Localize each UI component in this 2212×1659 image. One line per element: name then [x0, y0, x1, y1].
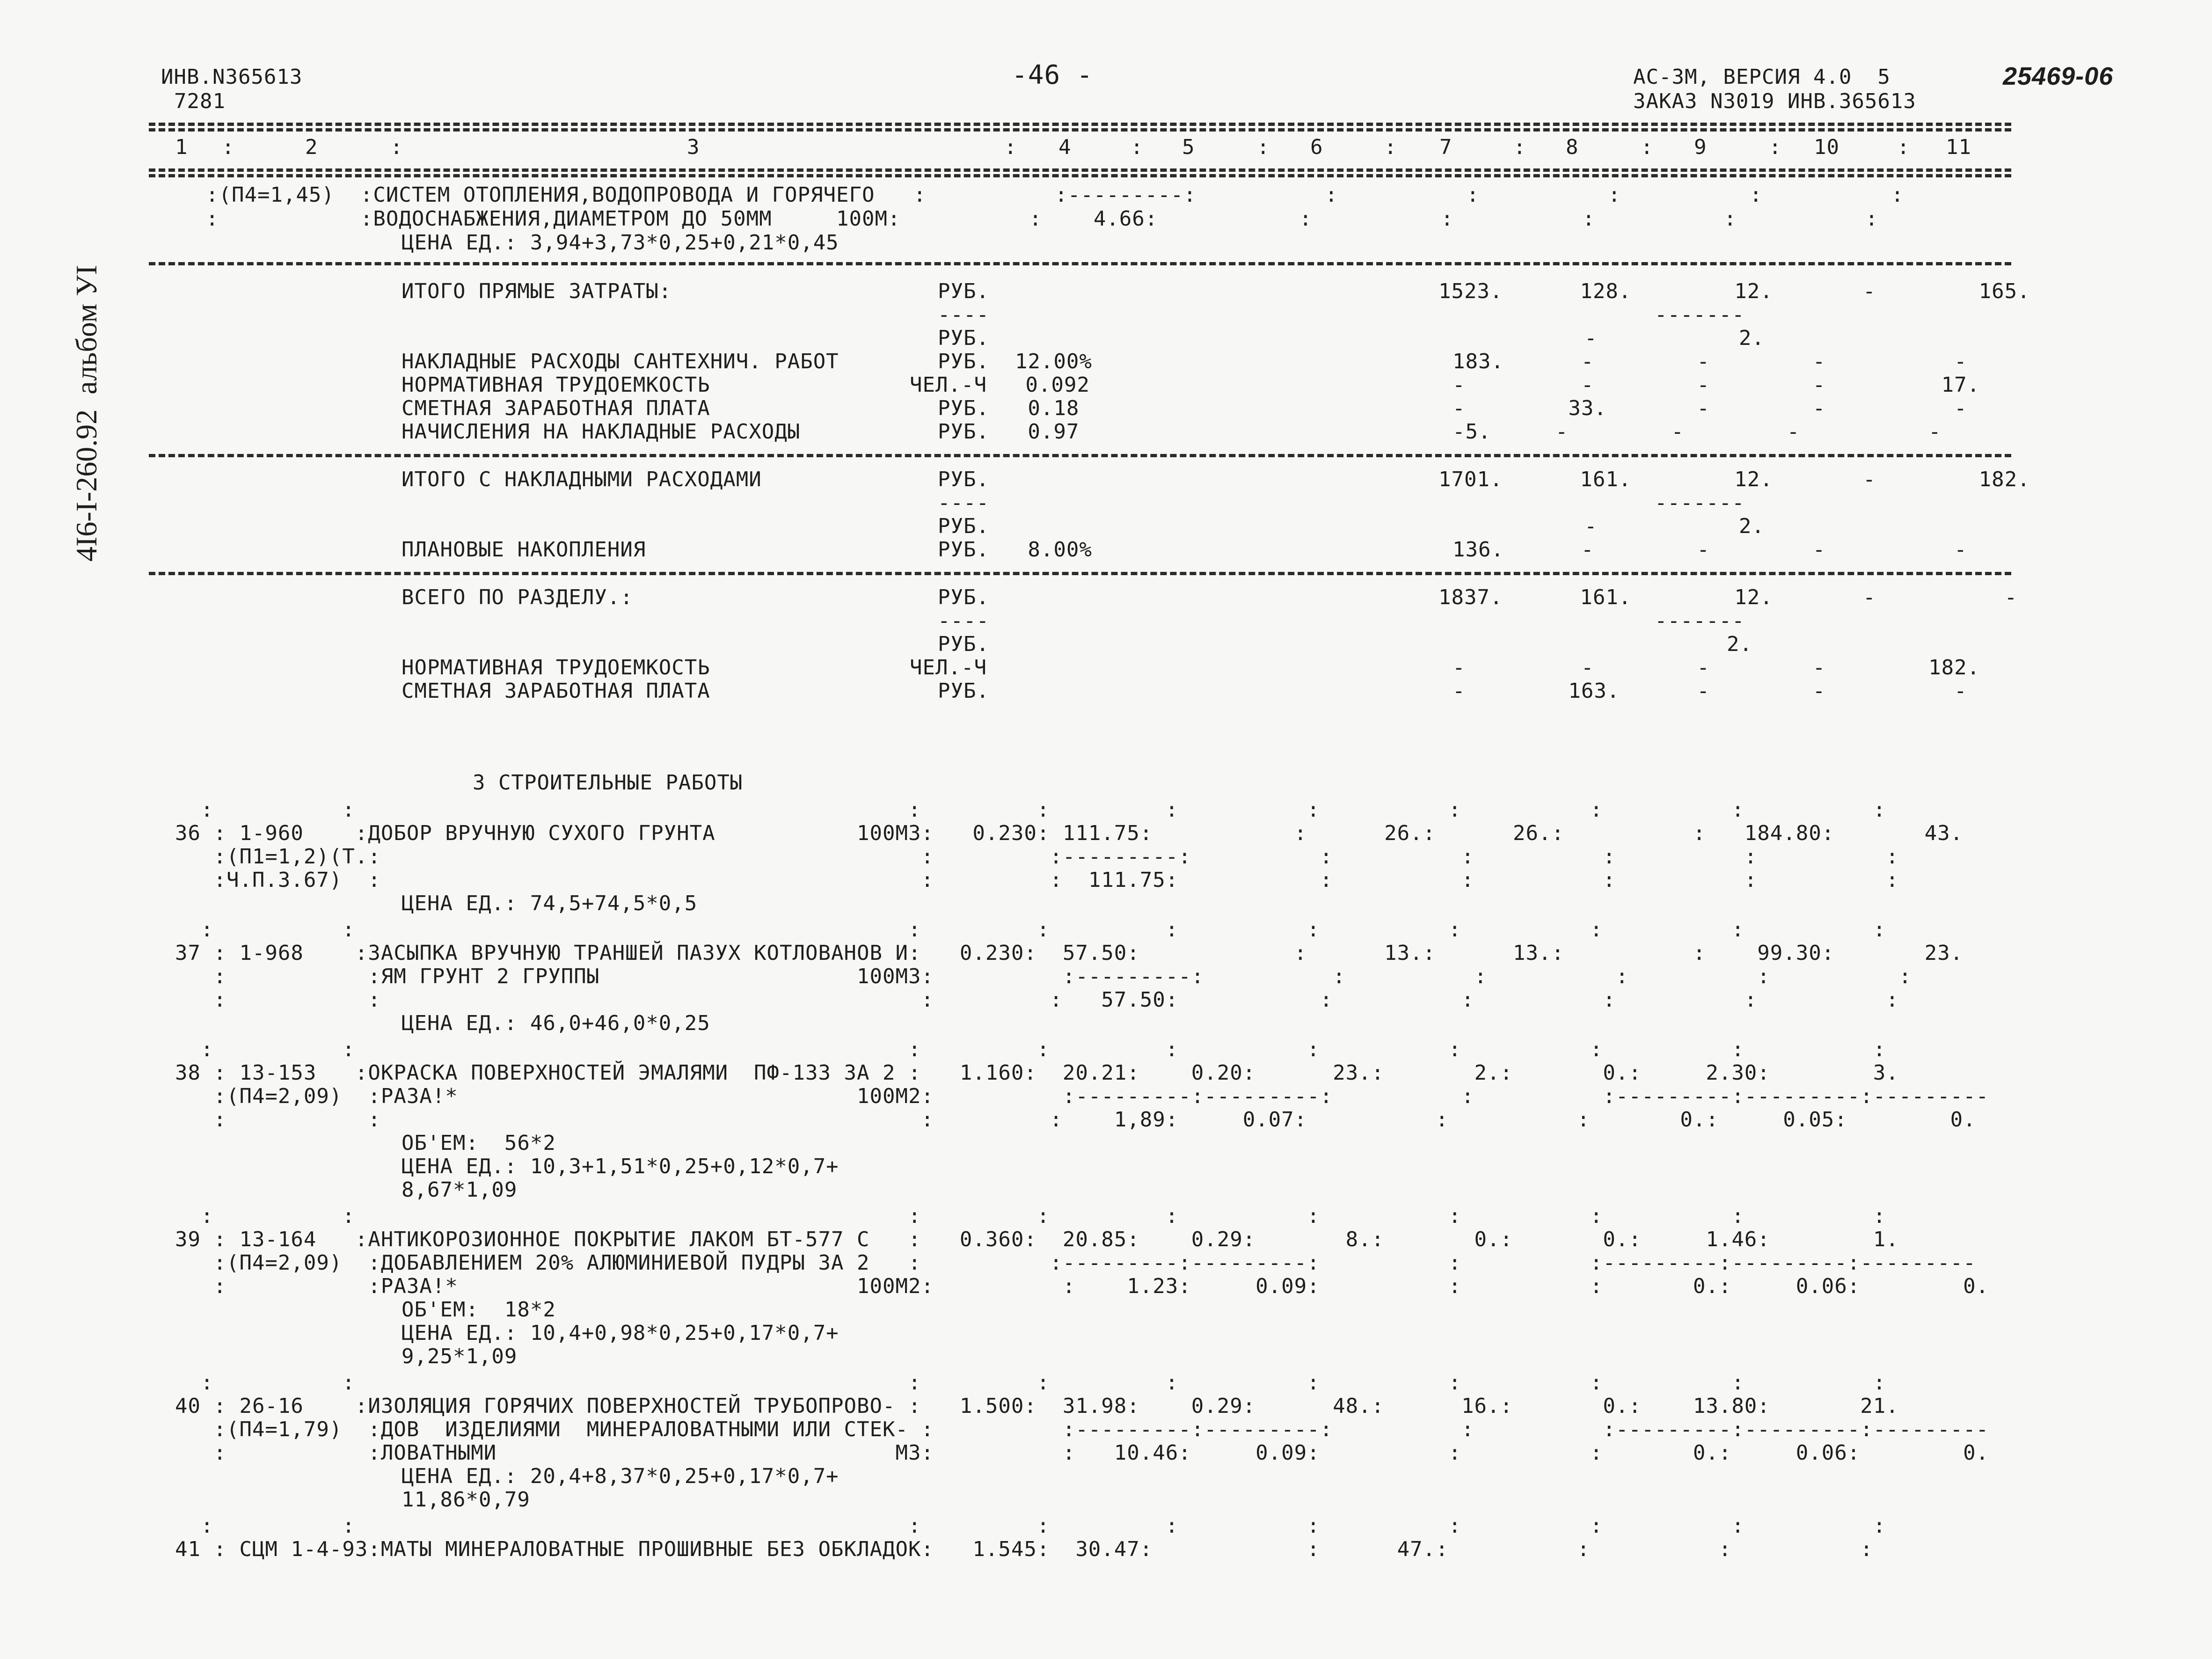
- printout-line: 3 СТРОИТЕЛЬНЫЕ РАБОТЫ: [473, 771, 743, 795]
- col-sep: :: [222, 135, 235, 159]
- col-9: 9: [1694, 135, 1707, 159]
- printout-line: :(П4=1,45) :СИСТЕМ ОТОПЛЕНИЯ,ВОДОПРОВОДА И ГОРЯЧЕГО : :---------: : : : : :: [206, 183, 1904, 207]
- printout-line: : :ЯМ ГРУНТ 2 ГРУППЫ 100М3: :---------: : : : : :: [175, 965, 1912, 988]
- printout-line: ИТОГО ПРЯМЫЕ ЗАТРАТЫ:: [402, 279, 672, 303]
- printout-line: : : : : : : : : : :: [175, 798, 1886, 822]
- printout-line: : : : : : : : : : :: [175, 918, 1886, 942]
- printout-line: НАКЛАДНЫЕ РАСХОДЫ САНТЕХНИЧ. РАБОТ: [402, 350, 839, 373]
- printout-line: -5. - - - -: [1453, 420, 1942, 444]
- rule-top-2: [149, 128, 2011, 132]
- printout-line: 41 : СЦМ 1-4-93:МАТЫ МИНЕРАЛОВАТНЫЕ ПРОШИВНЫЕ БЕЗ ОБКЛАДОК: 1.545: 30.47: : 47.: : : :: [175, 1537, 1873, 1561]
- inv-left: ИНВ.N365613: [161, 65, 303, 89]
- printout-line: :(П4=1,79) :ДОВ ИЗДЕЛИЯМИ МИНЕРАЛОВАТНЫМИ ИЛИ СТЕК- : :---------:---------: : :---------:---------:---------: [175, 1418, 1989, 1441]
- rule-section-1: [149, 262, 2011, 265]
- printout-line: РУБ.: [938, 585, 989, 609]
- printout-line: : : : : 1,89: 0.07: : : 0.: 0.05: 0.: [175, 1108, 1976, 1132]
- col-sep: :: [1384, 135, 1397, 159]
- printout-line: : : : : 57.50: : : : : :: [175, 988, 1899, 1012]
- col-3: 3: [687, 135, 700, 159]
- printout-line: ----: [938, 303, 989, 327]
- col-5: 5: [1182, 135, 1195, 159]
- col-sep: :: [1513, 135, 1526, 159]
- printout-line: РУБ.: [938, 514, 989, 538]
- printout-line: :(П4=2,09) :ДОБАВЛЕНИЕМ 20% АЛЮМИНИЕВОЙ ПУДРЫ ЗА 2 : :---------:---------: : :---------:---------:---------: [175, 1251, 1976, 1275]
- printout-line: :(П1=1,2)(Т.: : :---------: : : : : :: [175, 845, 1899, 869]
- col-2: 2: [305, 135, 318, 159]
- printout-line: ЦЕНА ЕД.: 74,5+74,5*0,5: [402, 892, 698, 915]
- printout-line: РУБ. 0.18: [938, 396, 1080, 420]
- rule-section-2: [149, 454, 2011, 457]
- printout-line: СМЕТНАЯ ЗАРАБОТНАЯ ПЛАТА: [402, 679, 710, 703]
- printout-line: ЦЕНА ЕД.: 46,0+46,0*0,25: [402, 1011, 710, 1035]
- col-10: 10: [1814, 135, 1840, 159]
- printout-line: : : : : : : : : : :: [175, 1038, 1886, 1061]
- printout-line: -------: [1655, 491, 1745, 515]
- printout-line: - - - - 182.: [1453, 656, 1980, 680]
- col-sep: :: [390, 135, 403, 159]
- printout-line: :Ч.П.3.67) : : : 111.75: : : : : :: [175, 868, 1899, 892]
- printout-line: ЦЕНА ЕД.: 10,4+0,98*0,25+0,17*0,7+: [402, 1321, 839, 1345]
- handwritten-number: 25469-06: [2003, 62, 2114, 90]
- col-sep: :: [1131, 135, 1144, 159]
- printout-line: ЧЕЛ.-Ч 0.092: [910, 373, 1090, 397]
- printout-line: : :ЛОВАТНЫМИ М3: : 10.46: 0.09: : : 0.: 0.06: 0.: [175, 1441, 1989, 1465]
- printout-line: 11,86*0,79: [402, 1488, 530, 1512]
- printout-line: ----: [938, 491, 989, 515]
- program-version: АС-3М, ВЕРСИЯ 4.0 5: [1633, 65, 1891, 89]
- printout-line: ПЛАНОВЫЕ НАКОПЛЕНИЯ: [402, 538, 646, 562]
- printout-line: ЧЕЛ.-Ч: [910, 656, 987, 680]
- printout-line: 37 : 1-968 :ЗАСЫПКА ВРУЧНУЮ ТРАНШЕЙ ПАЗУХ КОТЛОВАНОВ И: 0.230: 57.50: : 13.: 13.: : 99.30: 23.: [175, 941, 1964, 965]
- col-sep: :: [1641, 135, 1654, 159]
- printout-line: ОБ'ЕМ: 18*2: [402, 1298, 556, 1322]
- col-sep: :: [1769, 135, 1782, 159]
- printout-line: : :ВОДОСНАБЖЕНИЯ,ДИАМЕТРОМ ДО 50ММ 100М: : 4.66: : : : : :: [206, 207, 1878, 231]
- printout-line: 38 : 13-153 :ОКРАСКА ПОВЕРХНОСТЕЙ ЭМАЛЯМИ ПФ-133 ЗА 2 : 1.160: 20.21: 0.20: 23.: 2.: 0.: 2.30: 3.: [175, 1061, 1899, 1085]
- col-11: 11: [1946, 135, 1971, 159]
- printout-line: - 2.: [1584, 326, 1765, 350]
- col-7: 7: [1439, 135, 1453, 159]
- printout-line: РУБ. 8.00%: [938, 538, 1092, 562]
- printout-line: СМЕТНАЯ ЗАРАБОТНАЯ ПЛАТА: [402, 396, 710, 420]
- printout-line: -------: [1655, 303, 1745, 327]
- printout-line: ОБ'ЕМ: 56*2: [402, 1131, 556, 1155]
- printout-line: НОРМАТИВНАЯ ТРУДОЕМКОСТЬ: [402, 373, 710, 397]
- rule-top-1: [149, 123, 2011, 126]
- printout-line: 136. - - - -: [1453, 538, 1967, 562]
- printout-line: : : : : : : : : : :: [175, 1514, 1886, 1538]
- printout-line: :(П4=2,09) :РАЗА!* 100М2: :---------:---------: : :---------:---------:---------: [175, 1084, 1989, 1108]
- col-6: 6: [1310, 135, 1323, 159]
- rule-section-3: [149, 572, 2011, 575]
- printout-line: 1523. 128. 12. - 165.: [1438, 279, 2030, 303]
- printout-line: 2.: [1727, 632, 1752, 656]
- printout-line: - 163. - - -: [1453, 679, 1967, 703]
- printout-line: 9,25*1,09: [402, 1345, 518, 1368]
- printout-line: РУБ. 0.97: [938, 420, 1080, 444]
- printout-line: - 2.: [1584, 514, 1765, 538]
- code-left: 7281: [174, 89, 226, 113]
- printout-line: ВСЕГО ПО РАЗДЕЛУ.:: [402, 585, 633, 609]
- col-sep: :: [1257, 135, 1270, 159]
- printout-line: НОРМАТИВНАЯ ТРУДОЕМКОСТЬ: [402, 656, 710, 680]
- printout-line: -------: [1655, 609, 1745, 633]
- page-number: -46 -: [1012, 60, 1093, 90]
- printout-line: - - - - 17.: [1453, 373, 1980, 397]
- printout-line: ЦЕНА ЕД.: 20,4+8,37*0,25+0,17*0,7+: [402, 1464, 839, 1488]
- printout-line: 1837. 161. 12. - -: [1438, 585, 2018, 609]
- rule-under-header: [149, 168, 2011, 172]
- printout-line: РУБ. 12.00%: [938, 350, 1092, 373]
- col-sep: :: [1897, 135, 1910, 159]
- rule-under-header-2: [149, 174, 2011, 177]
- printout-line: 36 : 1-960 :ДОБОР ВРУЧНУЮ СУХОГО ГРУНТА 100М3: 0.230: 111.75: : 26.: 26.: : 184.80: 43.: [175, 821, 1964, 845]
- printout-line: РУБ.: [938, 279, 989, 303]
- printout-line: 40 : 26-16 :ИЗОЛЯЦИЯ ГОРЯЧИХ ПОВЕРХНОСТЕЙ ТРУБОПРОВО- : 1.500: 31.98: 0.29: 48.: 16.: 0.: 13.80: 21.: [175, 1394, 1899, 1418]
- printout-line: ЦЕНА ЕД.: 3,94+3,73*0,25+0,21*0,45: [402, 231, 839, 255]
- printout-line: РУБ.: [938, 326, 989, 350]
- printout-line: : :РАЗА!* 100М2: : 1.23: 0.09: : : 0.: 0.06: 0.: [175, 1274, 1989, 1298]
- side-album-label: 4I6-I-260.92 альбом УI: [70, 265, 103, 562]
- col-8: 8: [1566, 135, 1579, 159]
- printout-line: 1701. 161. 12. - 182.: [1438, 468, 2030, 491]
- printout-line: ИТОГО С НАКЛАДНЫМИ РАСХОДАМИ: [402, 468, 762, 491]
- printout-line: 183. - - - -: [1453, 350, 1967, 373]
- col-sep: :: [1004, 135, 1017, 159]
- col-1: 1: [175, 135, 188, 159]
- printout-line: ЦЕНА ЕД.: 10,3+1,51*0,25+0,12*0,7+: [402, 1155, 839, 1178]
- printout-line: - 33. - - -: [1453, 396, 1967, 420]
- col-4: 4: [1059, 135, 1072, 159]
- printout-line: : : : : : : : : : :: [175, 1204, 1886, 1228]
- printout-line: 39 : 13-164 :АНТИКОРОЗИОННОЕ ПОКРЫТИЕ ЛАКОМ БТ-577 С : 0.360: 20.85: 0.29: 8.: 0.: 0.: 1.46: 1.: [175, 1228, 1899, 1251]
- printout-line: РУБ.: [938, 468, 989, 491]
- printout-line: 8,67*1,09: [402, 1178, 518, 1202]
- printout-line: РУБ.: [938, 632, 989, 656]
- printout-line: ----: [938, 609, 989, 633]
- order-number: ЗАКАЗ N3019 ИНВ.365613: [1633, 89, 1916, 113]
- printout-line: РУБ.: [938, 679, 989, 703]
- printout-line: : : : : : : : : : :: [175, 1371, 1886, 1395]
- printout-line: НАЧИСЛЕНИЯ НА НАКЛАДНЫЕ РАСХОДЫ: [402, 420, 801, 444]
